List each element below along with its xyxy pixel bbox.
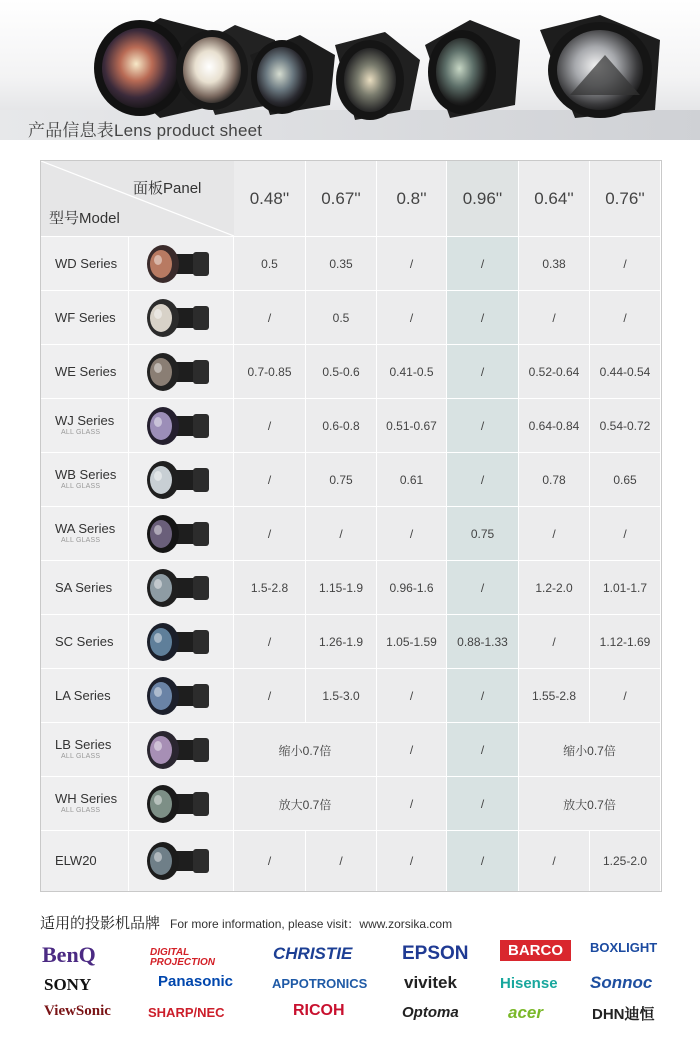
- value-cell: /: [377, 669, 447, 723]
- lens-image-cell: [129, 777, 234, 831]
- model-name: SA Series: [55, 580, 113, 595]
- value-cell: 0.38: [519, 237, 590, 291]
- all-glass-note: ALL GLASS: [61, 483, 101, 490]
- model-name-cell: [41, 507, 129, 561]
- model-name: WD Series: [55, 256, 118, 271]
- table-corner-header: [41, 161, 235, 236]
- value-cell: 0.5: [234, 237, 306, 291]
- value-cell: /: [377, 831, 447, 891]
- value-cell: /: [306, 831, 377, 891]
- value-cell: /: [447, 831, 519, 891]
- brand-logo-optoma: Optoma: [402, 1004, 459, 1021]
- lens-image-cell: [129, 831, 234, 891]
- brands-title: 适用的投影机品牌: [40, 915, 161, 932]
- lens-thumbnail-icon: [129, 507, 234, 561]
- model-name-cell: [41, 723, 129, 777]
- value-cell: 1.05-1.59: [377, 615, 447, 669]
- brand-logo-dhn-: DHN迪恒: [592, 1006, 655, 1023]
- model-name-cell: [41, 669, 129, 723]
- value-cell: /: [447, 561, 519, 615]
- value-cell: /: [590, 507, 661, 561]
- value-cell-merged: /: [377, 723, 447, 777]
- value-cell: /: [234, 831, 306, 891]
- model-name: ELW20: [55, 853, 97, 868]
- value-cell: 0.75: [447, 507, 519, 561]
- value-cell: 1.12-1.69: [590, 615, 661, 669]
- model-name-cell: [41, 237, 129, 291]
- brand-logo-sonnoc: Sonnoc: [590, 973, 653, 992]
- value-cell: 1.25-2.0: [590, 831, 661, 891]
- brand-logo-ricoh: RICOH: [293, 1002, 345, 1019]
- value-cell-merged: /: [447, 723, 519, 777]
- lens-thumbnail-icon: [129, 723, 234, 777]
- table-row: [41, 668, 661, 723]
- table-row: [41, 614, 661, 669]
- panel-header-2: 0.8'': [377, 161, 447, 236]
- panel-header-0: 0.48'': [234, 161, 306, 236]
- brand-logo-appotronics: APPOTRONICS: [272, 976, 368, 991]
- brand-logo-digital-projection: DIGITAL PROJECTION: [150, 947, 216, 968]
- value-cell: /: [447, 399, 519, 453]
- value-cell-merged: /: [377, 777, 447, 831]
- lens-image-cell: [129, 561, 234, 615]
- more-info-text: For more information, please visit：www.zorsika.com: [170, 917, 453, 931]
- table-row: [41, 830, 661, 891]
- value-cell-merged: 缩小0.7倍: [519, 723, 661, 777]
- model-name: LA Series: [55, 688, 111, 703]
- value-cell: 1.2-2.0: [519, 561, 590, 615]
- panel-header-5: 0.76'': [590, 161, 661, 236]
- value-cell: 0.52-0.64: [519, 345, 590, 399]
- value-cell: 0.5-0.6: [306, 345, 377, 399]
- lens-6-icon: [540, 15, 660, 118]
- all-glass-note: ALL GLASS: [61, 753, 101, 760]
- brands-heading: [40, 912, 452, 933]
- value-cell: 0.88-1.33: [447, 615, 519, 669]
- value-cell: 0.44-0.54: [590, 345, 661, 399]
- brand-logo-sharp-nec: SHARP/NEC: [148, 1005, 225, 1020]
- model-name-cell: [41, 399, 129, 453]
- value-cell: /: [590, 669, 661, 723]
- value-cell: 0.41-0.5: [377, 345, 447, 399]
- model-name-cell: [41, 615, 129, 669]
- lens-5-icon: [425, 20, 520, 118]
- brand-logo-boxlight: BOXLIGHT: [590, 940, 658, 955]
- table-row: [41, 290, 661, 345]
- value-cell: /: [519, 615, 590, 669]
- value-cell: 1.15-1.9: [306, 561, 377, 615]
- table-row: [41, 506, 661, 561]
- value-cell: 0.61: [377, 453, 447, 507]
- all-glass-note: ALL GLASS: [61, 807, 101, 814]
- value-cell: 1.5-2.8: [234, 561, 306, 615]
- value-cell: 0.78: [519, 453, 590, 507]
- brand-logo-vivitek: vivitek: [404, 973, 457, 992]
- model-name: WF Series: [55, 310, 116, 325]
- lens-thumbnail-icon: [129, 399, 234, 453]
- table-row: [41, 560, 661, 615]
- value-cell: /: [377, 237, 447, 291]
- value-cell: /: [234, 615, 306, 669]
- value-cell: /: [590, 237, 661, 291]
- value-cell: /: [306, 507, 377, 561]
- lens-thumbnail-icon: [129, 291, 234, 345]
- brand-logo-sony: SONY: [44, 975, 92, 994]
- value-cell: 0.5: [306, 291, 377, 345]
- value-cell-merged: /: [447, 777, 519, 831]
- brand-logo-barco: BARCO: [500, 940, 571, 961]
- lens-image-cell: [129, 507, 234, 561]
- lens-image-cell: [129, 345, 234, 399]
- model-name: LB Series: [55, 737, 112, 752]
- panel-header-3: 0.96'': [447, 161, 519, 236]
- table-row: [41, 776, 661, 831]
- value-cell: 1.26-1.9: [306, 615, 377, 669]
- lens-image-cell: [129, 237, 234, 291]
- brand-logo-viewsonic: ViewSonic: [44, 1003, 111, 1019]
- lens-thumbnail-icon: [129, 615, 234, 669]
- lens-image-cell: [129, 669, 234, 723]
- value-cell: /: [234, 453, 306, 507]
- lens-thumbnail-icon: [129, 345, 234, 399]
- value-cell: /: [447, 453, 519, 507]
- brand-logo-hisense: Hisense: [500, 975, 558, 992]
- brand-logo-christie: CHRISTIE: [273, 944, 353, 963]
- value-cell: 1.55-2.8: [519, 669, 590, 723]
- model-name: SC Series: [55, 634, 114, 649]
- all-glass-note: ALL GLASS: [61, 537, 101, 544]
- all-glass-note: ALL GLASS: [61, 429, 101, 436]
- panel-header-1: 0.67'': [306, 161, 377, 236]
- value-cell-merged: 缩小0.7倍: [234, 723, 377, 777]
- lens-thumbnail-icon: [129, 777, 234, 831]
- value-cell: 1.01-1.7: [590, 561, 661, 615]
- value-cell: /: [234, 291, 306, 345]
- model-name: WH Series: [55, 791, 118, 806]
- table-row: [41, 452, 661, 507]
- value-cell: 1.5-3.0: [306, 669, 377, 723]
- lens-image-cell: [129, 453, 234, 507]
- table-row: [41, 344, 661, 399]
- header-banner: [0, 0, 700, 140]
- brand-logo-acer: acer: [508, 1003, 543, 1022]
- lens-thumbnail-icon: [129, 453, 234, 507]
- model-name-cell: [41, 561, 129, 615]
- value-cell: /: [234, 669, 306, 723]
- value-cell: /: [447, 291, 519, 345]
- model-name-cell: [41, 291, 129, 345]
- lens-4-icon: [335, 32, 420, 120]
- value-cell-merged: 放大0.7倍: [519, 777, 661, 831]
- panel-header-4: 0.64'': [519, 161, 590, 236]
- value-cell: 0.96-1.6: [377, 561, 447, 615]
- value-cell: /: [519, 291, 590, 345]
- value-cell: 0.6-0.8: [306, 399, 377, 453]
- value-cell: /: [519, 831, 590, 891]
- table-row: [41, 236, 661, 291]
- model-name-cell: [41, 453, 129, 507]
- value-cell: /: [377, 291, 447, 345]
- table-row: [41, 722, 661, 777]
- model-name-cell: [41, 345, 129, 399]
- value-cell: /: [377, 507, 447, 561]
- brand-logo-benq: BenQ: [42, 942, 96, 967]
- lens-image-cell: [129, 723, 234, 777]
- model-name: WB Series: [55, 467, 117, 482]
- lens-thumbnail-icon: [129, 831, 234, 891]
- lens-thumbnail-icon: [129, 669, 234, 723]
- value-cell: /: [519, 507, 590, 561]
- brand-logo-panasonic: Panasonic: [158, 973, 234, 990]
- value-cell: 0.54-0.72: [590, 399, 661, 453]
- value-cell: 0.64-0.84: [519, 399, 590, 453]
- value-cell: /: [234, 507, 306, 561]
- value-cell: 0.75: [306, 453, 377, 507]
- model-name-cell: [41, 777, 129, 831]
- model-label: 型号Model: [49, 210, 120, 227]
- value-cell: /: [447, 345, 519, 399]
- lens-image-cell: [129, 399, 234, 453]
- model-name: WA Series: [55, 521, 116, 536]
- table-row: [41, 398, 661, 453]
- value-cell: /: [234, 399, 306, 453]
- model-name: WE Series: [55, 364, 117, 379]
- value-cell: 0.65: [590, 453, 661, 507]
- brand-logo-epson: EPSON: [402, 943, 469, 964]
- page-title: 产品信息表Lens product sheet: [28, 121, 263, 140]
- value-cell-merged: 放大0.7倍: [234, 777, 377, 831]
- value-cell: 0.35: [306, 237, 377, 291]
- value-cell: 0.7-0.85: [234, 345, 306, 399]
- panel-label: 面板Panel: [133, 180, 202, 197]
- lens-thumbnail-icon: [129, 237, 234, 291]
- lens-thumbnail-icon: [129, 561, 234, 615]
- value-cell: /: [447, 669, 519, 723]
- value-cell: 0.51-0.67: [377, 399, 447, 453]
- lens-image-cell: [129, 615, 234, 669]
- model-name-cell: [41, 831, 129, 891]
- model-name: WJ Series: [55, 413, 115, 428]
- lens-image-cell: [129, 291, 234, 345]
- lens-product-table: [40, 160, 662, 892]
- value-cell: /: [447, 237, 519, 291]
- value-cell: /: [590, 291, 661, 345]
